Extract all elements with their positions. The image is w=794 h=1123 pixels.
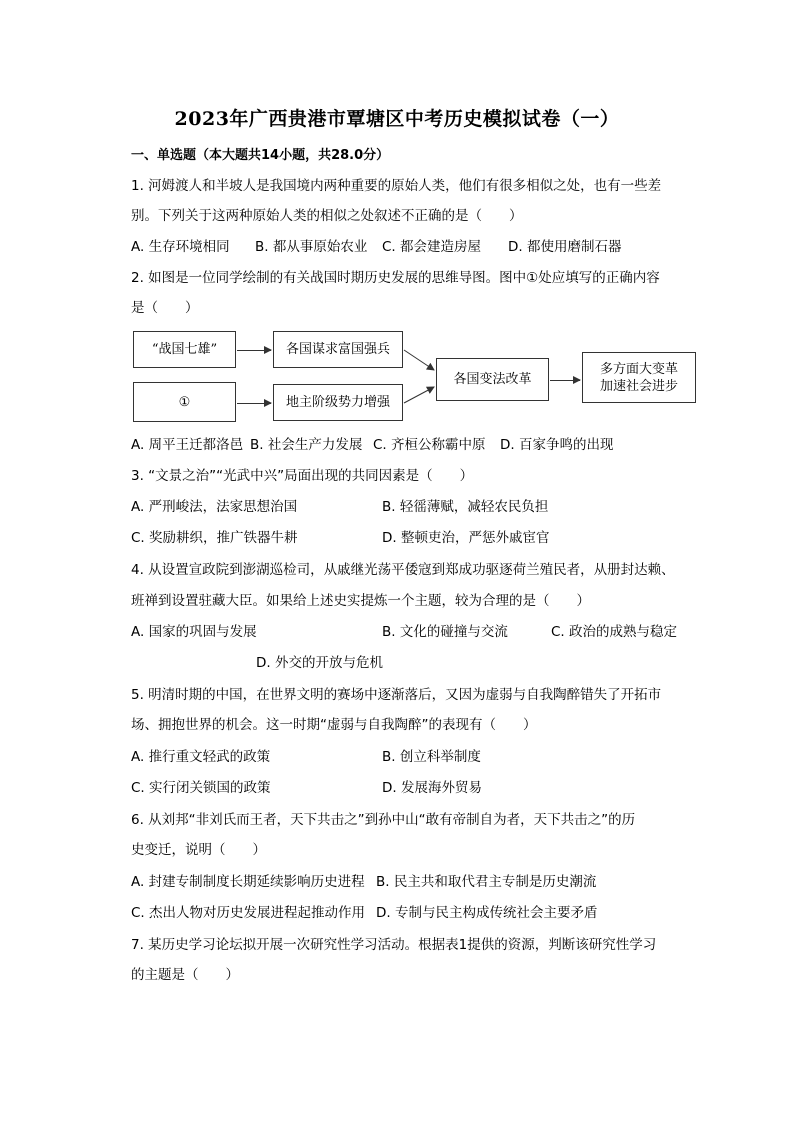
diagram-box-progress-line-1: 多方面大变革 [599,361,678,377]
diagram-box-warring-states: “战国七雄” [133,331,236,368]
diagram-box-blank: ① [133,382,236,422]
q2-option-c: C. 齐桓公称霸中原 [373,437,486,453]
diagram-arrow [550,380,580,381]
question-3-line-1: 3. “文景之治”“光武中兴”局面出现的共同因素是（ ） [131,468,474,484]
q1-option-d: D. 都使用磨制石器 [508,239,622,255]
q5-option-c: C. 实行闭关锁国的政策 [131,780,271,796]
diagram-box-progress [582,352,696,403]
question-1-line-1: 1. 河姆渡人和半坡人是我国境内两种重要的原始人类，他们有很多相似之处，也有一些差 [131,178,662,194]
question-5-line-1: 5. 明清时期的中国，在世界文明的赛场中逐渐落后，又因为虚弱与自我陶醉错失了开拓市 [131,687,662,703]
q1-option-a: A. 生存环境相同 [131,239,230,255]
q2-option-d: D. 百家争鸣的出现 [500,437,614,453]
q3-option-b: B. 轻徭薄赋，减轻农民负担 [382,499,549,515]
q6-option-b: B. 民主共和取代君主专制是历史潮流 [376,874,597,890]
question-7-line-1: 7. 某历史学习论坛拟开展一次研究性学习活动。根据表1提供的资源，判断该研究性学习 [131,937,657,953]
q2-option-a: A. 周平王迁都洛邑 [131,437,244,453]
q1-option-c: C. 都会建造房屋 [382,239,482,255]
question-6-line-2: 史变迁，说明（ ） [131,842,266,858]
q5-option-b: B. 创立科举制度 [382,749,481,765]
question-2-line-2: 是（ ） [131,300,199,316]
q4-option-b: B. 文化的碰撞与交流 [382,624,508,640]
q5-option-a: A. 推行重文轻武的政策 [131,749,271,765]
page-title: 2023年广西贵港市覃塘区中考历史模拟试卷（一） [174,108,620,130]
question-2-line-1: 2. 如图是一位同学绘制的有关战国时期历史发展的思维导图。图中①处应填写的正确内容 [131,270,660,286]
q3-option-a: A. 严刑峻法，法家思想治国 [131,499,298,515]
section-heading: 一、单选题（本大题共14小题，共28.0分） [131,148,390,163]
question-7-line-2: 的主题是（ ） [131,967,239,983]
diagram-box-strong-army: 各国谋求富国强兵 [273,331,403,368]
q5-option-d: D. 发展海外贸易 [382,780,482,796]
question-1-line-2: 别。下列关于这两种原始人类的相似之处叙述不正确的是（ ） [131,208,523,224]
question-6-line-1: 6. 从刘邦“非刘氏而王者，天下共击之”到孙中山“敢有帝制自为者，天下共击之”的历 [131,812,636,828]
q3-option-c: C. 奖励耕织，推广铁器牛耕 [131,530,298,546]
q3-option-d: D. 整顿吏治，严惩外戚宦官 [382,530,550,546]
q6-option-d: D. 专制与民主构成传统社会主要矛盾 [376,905,598,921]
diagram-box-landlord: 地主阶级势力增强 [273,384,403,421]
question-4-line-2: 班禅到设置驻藏大臣。如果给上述史实提炼一个主题，较为合理的是（ ） [131,593,590,609]
question-4-line-1: 4. 从设置宣政院到澎湖巡检司，从戚继光荡平倭寇到郑成功驱逐荷兰殖民者，从册封达赖、 [131,562,675,578]
diagram-box-reform: 各国变法改革 [436,358,549,401]
q6-option-c: C. 杰出人物对历史发展进程起推动作用 [131,905,366,921]
q4-option-c: C. 政治的成熟与稳定 [551,624,678,640]
diagram-box-progress-line-2: 加速社会进步 [599,378,678,394]
q6-option-a: A. 封建专制制度长期延续影响历史进程 [131,874,365,890]
q2-option-b: B. 社会生产力发展 [250,437,363,453]
q1-option-b: B. 都从事原始农业 [255,239,368,255]
q4-option-d: D. 外交的开放与危机 [256,655,383,671]
question-5-line-2: 场、拥抱世界的机会。这一时期“虚弱与自我陶醉”的表现有（ ） [131,717,537,733]
q4-option-a: A. 国家的巩固与发展 [131,624,257,640]
